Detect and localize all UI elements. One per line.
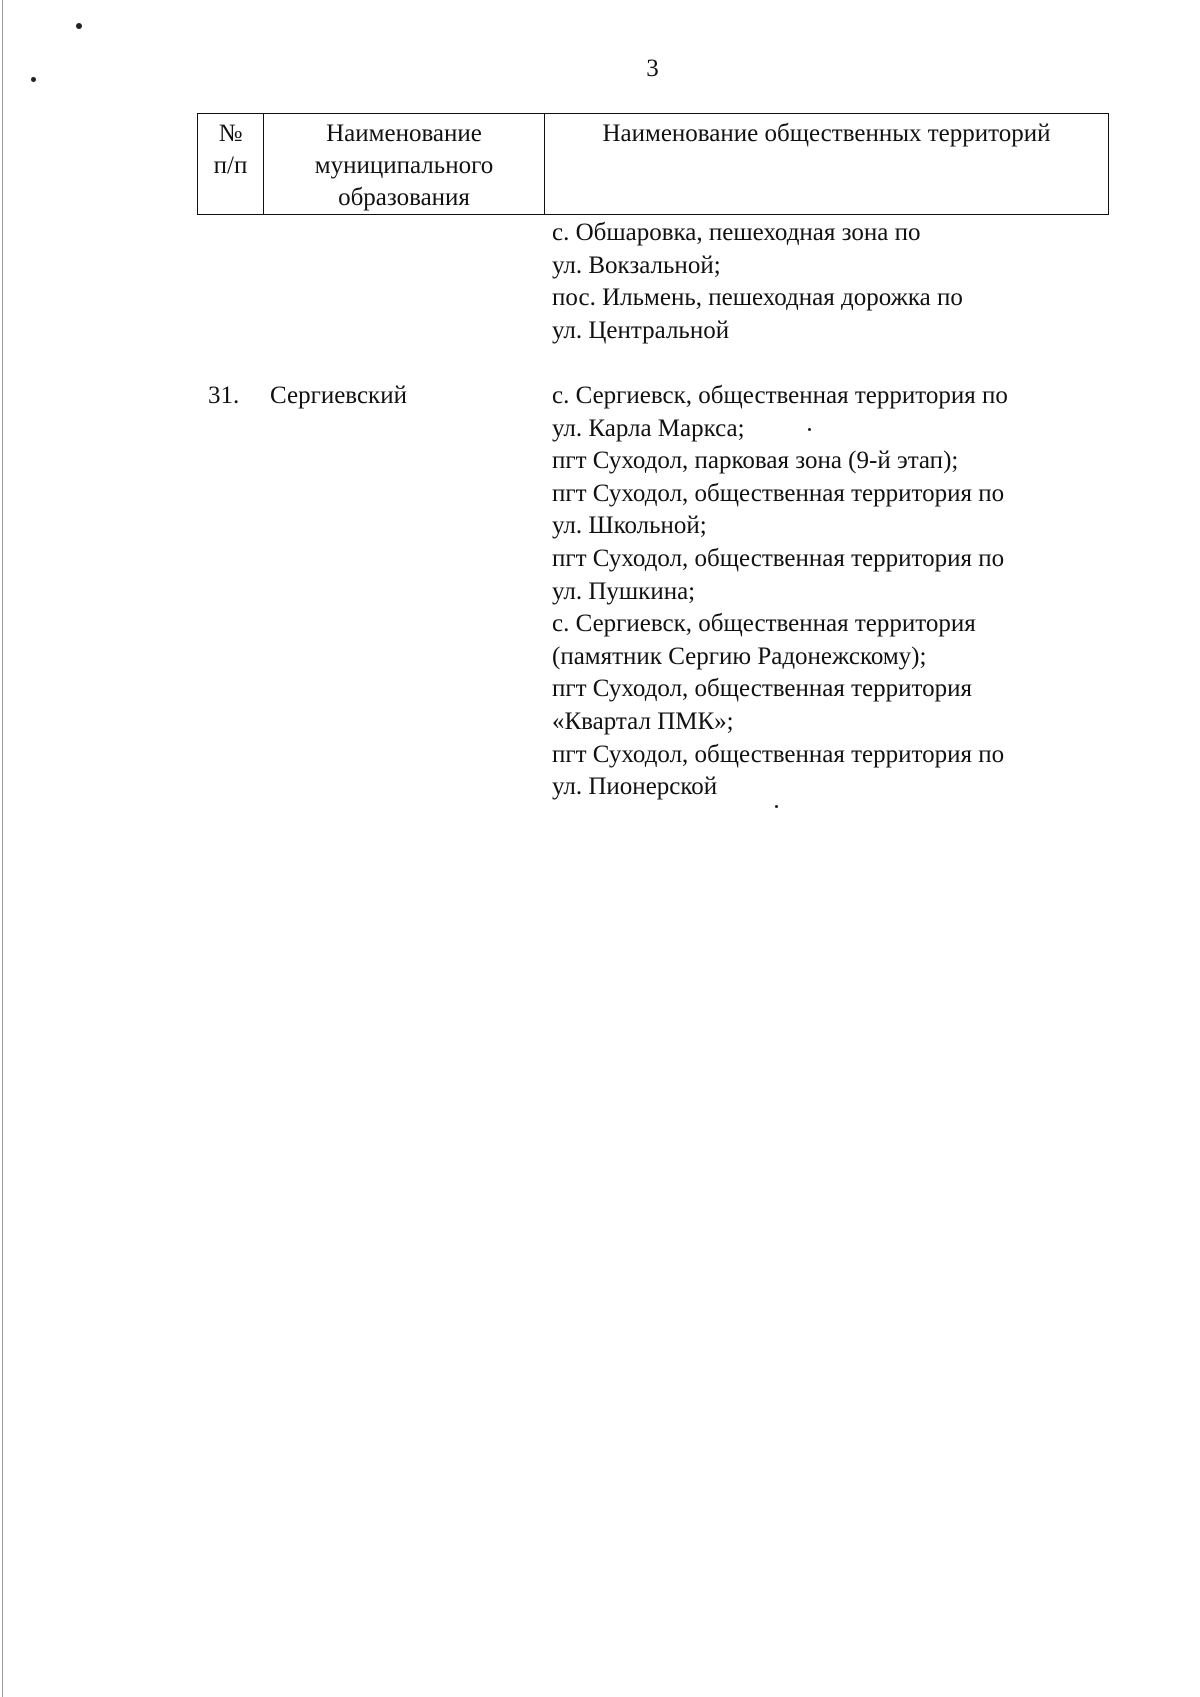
table-header (197, 113, 1109, 215)
header-cell-municipality (263, 114, 544, 214)
continued-territories (552, 217, 1112, 347)
header-line: Наименование (326, 120, 482, 147)
header-line: образования (338, 184, 470, 211)
scan-speck (775, 805, 778, 808)
territory-line: с. Сергиевск, общественная территория (552, 610, 976, 638)
territory-line: (памятник Сергию Радонежскому); (552, 642, 927, 670)
territory-line: ул. Карла Маркса; (552, 414, 745, 442)
territory-line: ул. Центральной (552, 316, 730, 344)
page-number: 3 (646, 55, 659, 82)
territory-line: ул. Вокзальной; (552, 251, 721, 279)
territory-line: ул. Пушкина; (552, 577, 696, 605)
header-line: № (218, 120, 243, 147)
territory-line: ул. Школьной; (552, 512, 707, 540)
header-cell-territories (544, 114, 1108, 214)
header-line: Наименование общественных территорий (602, 120, 1051, 147)
scan-edge-line (2, 0, 3, 1697)
territory-line: пос. Ильмень, пешеходная дорожка по (552, 284, 963, 312)
header-line: муниципального (314, 152, 494, 179)
territory-line: с. Сергиевск, общественная территория по (552, 382, 1008, 409)
territory-line: пгт Суходол, парковая зона (9-й этап); (552, 447, 959, 475)
territory-line: пгт Суходол, общественная территория (552, 675, 972, 703)
territory-line: пгт Суходол, общественная территория по (552, 740, 1005, 768)
territory-line: «Квартал ПМК»; (552, 707, 734, 735)
header-cell-number (198, 114, 263, 214)
territory-line: ул. Пионерской (552, 773, 718, 801)
territory-line: с. Обшаровка, пешеходная зона по (552, 219, 921, 246)
header-line: п/п (213, 152, 248, 179)
scan-speck (76, 23, 82, 29)
row-territories (552, 380, 1112, 804)
territory-line: пгт Суходол, общественная территория по (552, 479, 1005, 507)
row-municipality: Сергиевский (270, 382, 407, 409)
territory-line: пгт Суходол, общественная территория по (552, 544, 1005, 572)
row-number: 31. (208, 382, 240, 409)
